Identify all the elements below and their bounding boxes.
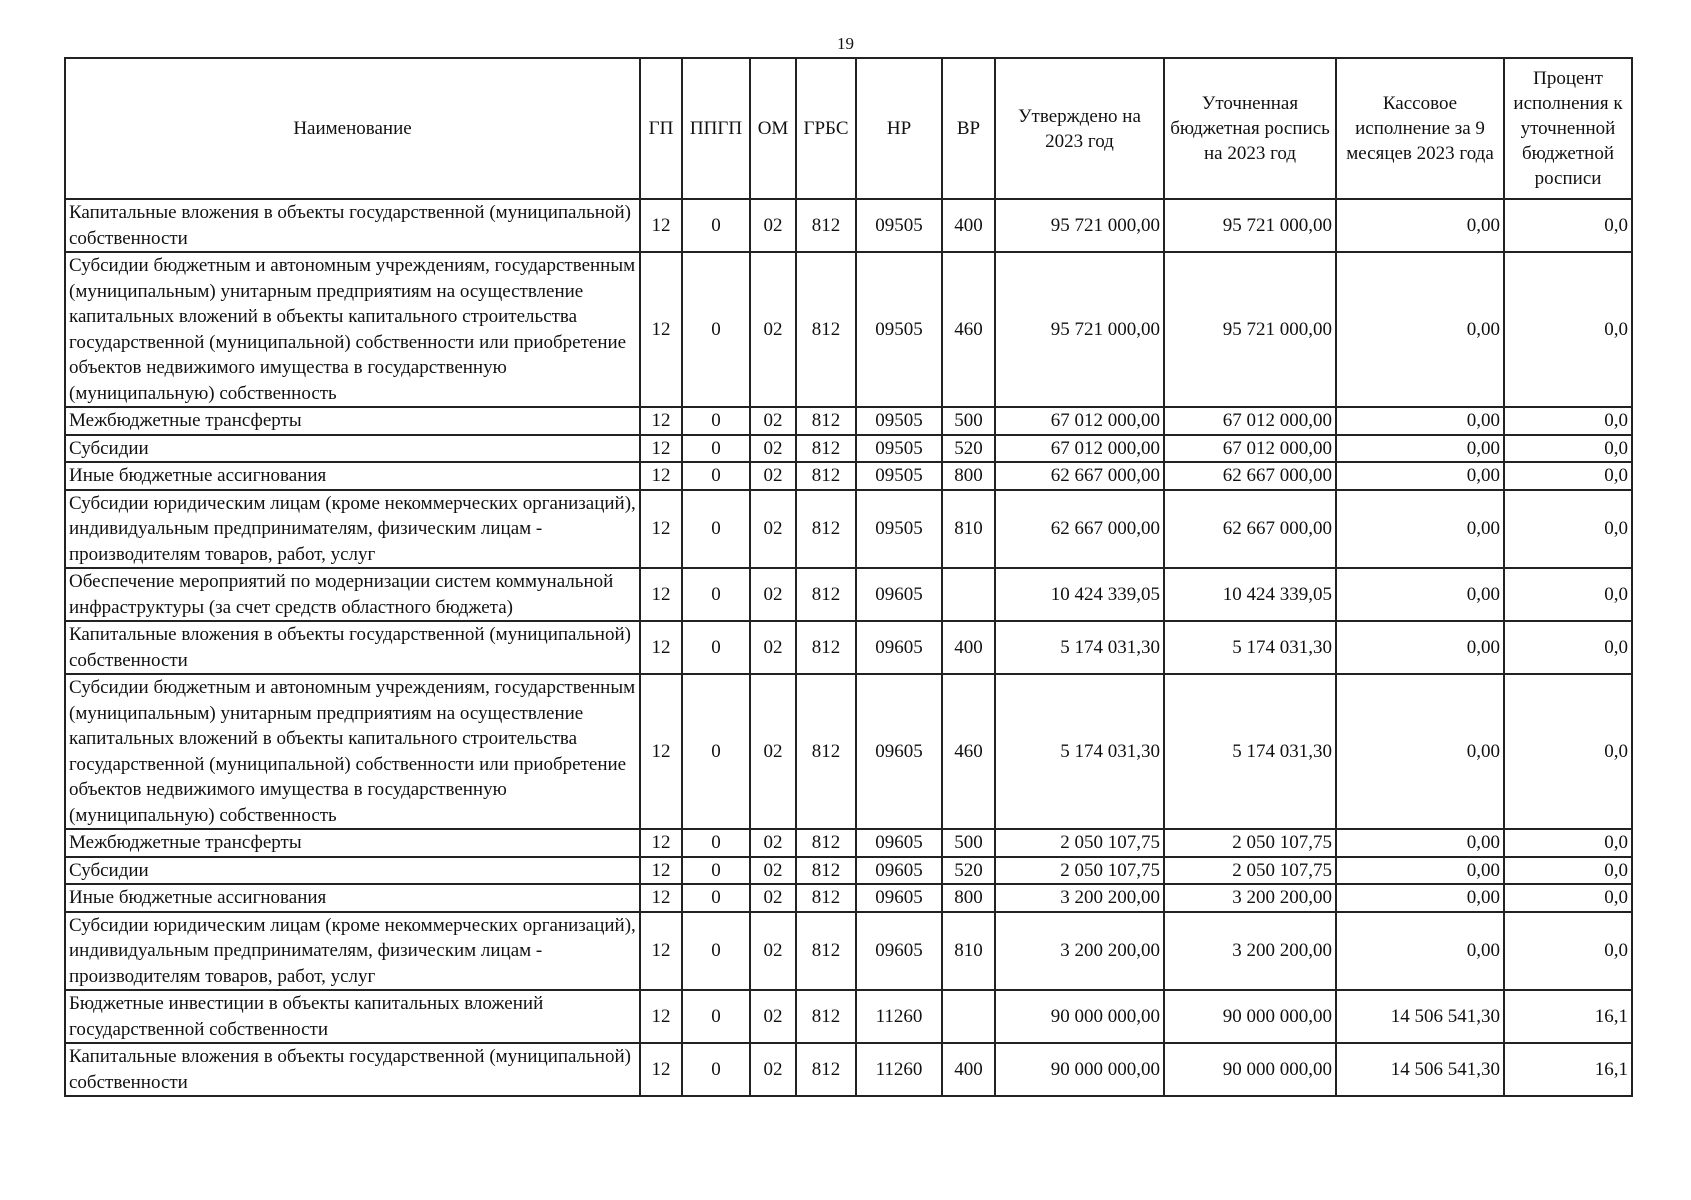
cell-percent: 0,0 xyxy=(1504,199,1632,252)
cell-ppgp: 0 xyxy=(682,912,750,991)
cell-grbs: 812 xyxy=(796,1043,856,1096)
cell-refined: 62 667 000,00 xyxy=(1164,490,1336,569)
cell-cash: 0,00 xyxy=(1336,674,1504,829)
cell-cash: 0,00 xyxy=(1336,435,1504,463)
cell-approved: 90 000 000,00 xyxy=(995,990,1164,1043)
cell-approved: 2 050 107,75 xyxy=(995,829,1164,857)
cell-approved: 3 200 200,00 xyxy=(995,884,1164,912)
table-row xyxy=(65,252,1632,407)
cell-om: 02 xyxy=(750,829,796,857)
cell-grbs: 812 xyxy=(796,857,856,885)
table-row xyxy=(65,884,1632,912)
cell-percent: 0,0 xyxy=(1504,568,1632,621)
cell-ppgp: 0 xyxy=(682,490,750,569)
cell-approved: 67 012 000,00 xyxy=(995,435,1164,463)
header-percent: Процент исполнения к уточненной бюджетной росписи xyxy=(1504,58,1632,199)
cell-nr: 09605 xyxy=(856,857,942,885)
cell-ppgp: 0 xyxy=(682,884,750,912)
cell-om: 02 xyxy=(750,435,796,463)
cell-gp: 12 xyxy=(640,199,682,252)
cell-refined: 90 000 000,00 xyxy=(1164,1043,1336,1096)
cell-vr: 520 xyxy=(942,857,995,885)
cell-gp: 12 xyxy=(640,884,682,912)
cell-percent: 0,0 xyxy=(1504,829,1632,857)
cell-refined: 2 050 107,75 xyxy=(1164,829,1336,857)
cell-percent: 0,0 xyxy=(1504,407,1632,435)
cell-approved: 90 000 000,00 xyxy=(995,1043,1164,1096)
cell-name: Субсидии xyxy=(65,435,640,463)
cell-ppgp: 0 xyxy=(682,435,750,463)
table-row xyxy=(65,462,1632,490)
cell-approved: 2 050 107,75 xyxy=(995,857,1164,885)
cell-vr: 810 xyxy=(942,490,995,569)
cell-vr xyxy=(942,568,995,621)
cell-nr: 09605 xyxy=(856,621,942,674)
budget-table xyxy=(64,57,1633,1097)
cell-cash: 0,00 xyxy=(1336,884,1504,912)
cell-nr: 09505 xyxy=(856,252,942,407)
cell-percent: 0,0 xyxy=(1504,884,1632,912)
cell-cash: 0,00 xyxy=(1336,829,1504,857)
cell-gp: 12 xyxy=(640,1043,682,1096)
header-refined: Уточненная бюджетная роспись на 2023 год xyxy=(1164,58,1336,199)
cell-grbs: 812 xyxy=(796,435,856,463)
header-grbs: ГРБС xyxy=(796,58,856,199)
cell-om: 02 xyxy=(750,674,796,829)
cell-refined: 10 424 339,05 xyxy=(1164,568,1336,621)
cell-om: 02 xyxy=(750,407,796,435)
cell-vr: 810 xyxy=(942,912,995,991)
cell-nr: 09505 xyxy=(856,490,942,569)
cell-grbs: 812 xyxy=(796,674,856,829)
header-cash: Кассовое исполнение за 9 месяцев 2023 года xyxy=(1336,58,1504,199)
cell-name: Межбюджетные трансферты xyxy=(65,407,640,435)
table-row xyxy=(65,435,1632,463)
cell-grbs: 812 xyxy=(796,407,856,435)
cell-ppgp: 0 xyxy=(682,252,750,407)
cell-vr: 400 xyxy=(942,1043,995,1096)
header-ppgp: ППГП xyxy=(682,58,750,199)
cell-name: Капитальные вложения в объекты государственной (муниципальной) собственности xyxy=(65,621,640,674)
cell-ppgp: 0 xyxy=(682,990,750,1043)
cell-percent: 0,0 xyxy=(1504,462,1632,490)
cell-approved: 62 667 000,00 xyxy=(995,462,1164,490)
cell-gp: 12 xyxy=(640,857,682,885)
cell-cash: 0,00 xyxy=(1336,568,1504,621)
table-row xyxy=(65,912,1632,991)
cell-grbs: 812 xyxy=(796,829,856,857)
cell-nr: 09605 xyxy=(856,568,942,621)
cell-cash: 0,00 xyxy=(1336,490,1504,569)
cell-cash: 0,00 xyxy=(1336,199,1504,252)
cell-name: Обеспечение мероприятий по модернизации систем коммунальной инфраструктуры (за счет средств областного бюджета) xyxy=(65,568,640,621)
cell-cash: 0,00 xyxy=(1336,621,1504,674)
cell-refined: 67 012 000,00 xyxy=(1164,435,1336,463)
cell-refined: 67 012 000,00 xyxy=(1164,407,1336,435)
cell-gp: 12 xyxy=(640,462,682,490)
cell-cash: 0,00 xyxy=(1336,912,1504,991)
header-om: ОМ xyxy=(750,58,796,199)
page-number: 19 xyxy=(837,34,854,53)
cell-refined: 3 200 200,00 xyxy=(1164,912,1336,991)
cell-gp: 12 xyxy=(640,829,682,857)
cell-percent: 0,0 xyxy=(1504,674,1632,829)
table-header-row xyxy=(65,58,1632,199)
table-body xyxy=(65,199,1632,1096)
cell-cash: 0,00 xyxy=(1336,407,1504,435)
cell-nr: 09605 xyxy=(856,912,942,991)
cell-ppgp: 0 xyxy=(682,829,750,857)
cell-name: Субсидии xyxy=(65,857,640,885)
cell-gp: 12 xyxy=(640,621,682,674)
cell-ppgp: 0 xyxy=(682,621,750,674)
cell-percent: 16,1 xyxy=(1504,1043,1632,1096)
table-row xyxy=(65,829,1632,857)
cell-percent: 0,0 xyxy=(1504,252,1632,407)
cell-ppgp: 0 xyxy=(682,674,750,829)
cell-nr: 11260 xyxy=(856,1043,942,1096)
cell-nr: 11260 xyxy=(856,990,942,1043)
cell-cash: 0,00 xyxy=(1336,857,1504,885)
header-approved: Утверждено на 2023 год xyxy=(995,58,1164,199)
cell-om: 02 xyxy=(750,490,796,569)
cell-om: 02 xyxy=(750,252,796,407)
cell-om: 02 xyxy=(750,884,796,912)
cell-vr xyxy=(942,990,995,1043)
cell-om: 02 xyxy=(750,621,796,674)
cell-nr: 09605 xyxy=(856,829,942,857)
cell-name: Субсидии юридическим лицам (кроме некоммерческих организаций), индивидуальным предпринимателям, физическим лицам - производителям товаров, работ, услуг xyxy=(65,912,640,991)
cell-cash: 0,00 xyxy=(1336,462,1504,490)
cell-refined: 90 000 000,00 xyxy=(1164,990,1336,1043)
cell-om: 02 xyxy=(750,990,796,1043)
cell-gp: 12 xyxy=(640,568,682,621)
cell-grbs: 812 xyxy=(796,199,856,252)
cell-grbs: 812 xyxy=(796,912,856,991)
cell-vr: 800 xyxy=(942,884,995,912)
cell-refined: 5 174 031,30 xyxy=(1164,674,1336,829)
cell-vr: 460 xyxy=(942,252,995,407)
table-row xyxy=(65,490,1632,569)
cell-approved: 5 174 031,30 xyxy=(995,621,1164,674)
cell-vr: 500 xyxy=(942,407,995,435)
cell-percent: 0,0 xyxy=(1504,912,1632,991)
cell-percent: 16,1 xyxy=(1504,990,1632,1043)
cell-approved: 5 174 031,30 xyxy=(995,674,1164,829)
cell-refined: 2 050 107,75 xyxy=(1164,857,1336,885)
cell-vr: 400 xyxy=(942,621,995,674)
cell-percent: 0,0 xyxy=(1504,621,1632,674)
header-name: Наименование xyxy=(65,58,640,199)
cell-gp: 12 xyxy=(640,407,682,435)
cell-vr: 500 xyxy=(942,829,995,857)
header-nr: НР xyxy=(856,58,942,199)
cell-ppgp: 0 xyxy=(682,568,750,621)
cell-refined: 95 721 000,00 xyxy=(1164,199,1336,252)
cell-nr: 09605 xyxy=(856,884,942,912)
table-row xyxy=(65,407,1632,435)
cell-name: Субсидии юридическим лицам (кроме некоммерческих организаций), индивидуальным предпринимателям, физическим лицам - производителям товаров, работ, услуг xyxy=(65,490,640,569)
cell-grbs: 812 xyxy=(796,990,856,1043)
cell-cash: 14 506 541,30 xyxy=(1336,990,1504,1043)
cell-refined: 3 200 200,00 xyxy=(1164,884,1336,912)
cell-grbs: 812 xyxy=(796,252,856,407)
cell-name: Субсидии бюджетным и автономным учреждениям, государственным (муниципальным) унитарным предприятиям на осуществление капитальных вложений в объекты капитального строительства государственной (муниципальной) собственности или приобретение объектов недвижимого имущества в государственную (муниципальную) собственность xyxy=(65,252,640,407)
cell-cash: 0,00 xyxy=(1336,252,1504,407)
cell-name: Капитальные вложения в объекты государственной (муниципальной) собственности xyxy=(65,199,640,252)
table-row xyxy=(65,621,1632,674)
cell-gp: 12 xyxy=(640,674,682,829)
cell-ppgp: 0 xyxy=(682,199,750,252)
cell-vr: 460 xyxy=(942,674,995,829)
cell-gp: 12 xyxy=(640,490,682,569)
cell-gp: 12 xyxy=(640,252,682,407)
table-row xyxy=(65,674,1632,829)
cell-approved: 3 200 200,00 xyxy=(995,912,1164,991)
table-row xyxy=(65,199,1632,252)
cell-cash: 14 506 541,30 xyxy=(1336,1043,1504,1096)
cell-name: Межбюджетные трансферты xyxy=(65,829,640,857)
cell-nr: 09505 xyxy=(856,407,942,435)
cell-vr: 520 xyxy=(942,435,995,463)
cell-approved: 62 667 000,00 xyxy=(995,490,1164,569)
cell-nr: 09605 xyxy=(856,674,942,829)
cell-refined: 5 174 031,30 xyxy=(1164,621,1336,674)
table-row xyxy=(65,990,1632,1043)
cell-grbs: 812 xyxy=(796,462,856,490)
header-vr: ВР xyxy=(942,58,995,199)
cell-refined: 95 721 000,00 xyxy=(1164,252,1336,407)
cell-vr: 800 xyxy=(942,462,995,490)
table-row xyxy=(65,1043,1632,1096)
cell-percent: 0,0 xyxy=(1504,857,1632,885)
cell-om: 02 xyxy=(750,568,796,621)
cell-refined: 62 667 000,00 xyxy=(1164,462,1336,490)
cell-approved: 95 721 000,00 xyxy=(995,252,1164,407)
cell-nr: 09505 xyxy=(856,462,942,490)
cell-ppgp: 0 xyxy=(682,407,750,435)
cell-grbs: 812 xyxy=(796,490,856,569)
cell-om: 02 xyxy=(750,857,796,885)
cell-om: 02 xyxy=(750,1043,796,1096)
cell-name: Субсидии бюджетным и автономным учреждениям, государственным (муниципальным) унитарным предприятиям на осуществление капитальных вложений в объекты капитального строительства государственной (муниципальной) собственности или приобретение объектов недвижимого имущества в государственную (муниципальную) собственность xyxy=(65,674,640,829)
cell-ppgp: 0 xyxy=(682,1043,750,1096)
cell-om: 02 xyxy=(750,462,796,490)
header-gp: ГП xyxy=(640,58,682,199)
cell-vr: 400 xyxy=(942,199,995,252)
cell-approved: 10 424 339,05 xyxy=(995,568,1164,621)
cell-grbs: 812 xyxy=(796,568,856,621)
cell-gp: 12 xyxy=(640,912,682,991)
table-row xyxy=(65,857,1632,885)
cell-approved: 95 721 000,00 xyxy=(995,199,1164,252)
cell-grbs: 812 xyxy=(796,621,856,674)
cell-om: 02 xyxy=(750,912,796,991)
table-row xyxy=(65,568,1632,621)
cell-percent: 0,0 xyxy=(1504,490,1632,569)
cell-name: Бюджетные инвестиции в объекты капитальных вложений государственной собственности xyxy=(65,990,640,1043)
cell-nr: 09505 xyxy=(856,435,942,463)
cell-gp: 12 xyxy=(640,435,682,463)
cell-ppgp: 0 xyxy=(682,857,750,885)
cell-gp: 12 xyxy=(640,990,682,1043)
cell-name: Капитальные вложения в объекты государственной (муниципальной) собственности xyxy=(65,1043,640,1096)
cell-name: Иные бюджетные ассигнования xyxy=(65,884,640,912)
cell-approved: 67 012 000,00 xyxy=(995,407,1164,435)
cell-ppgp: 0 xyxy=(682,462,750,490)
cell-percent: 0,0 xyxy=(1504,435,1632,463)
cell-om: 02 xyxy=(750,199,796,252)
cell-name: Иные бюджетные ассигнования xyxy=(65,462,640,490)
cell-grbs: 812 xyxy=(796,884,856,912)
cell-nr: 09505 xyxy=(856,199,942,252)
